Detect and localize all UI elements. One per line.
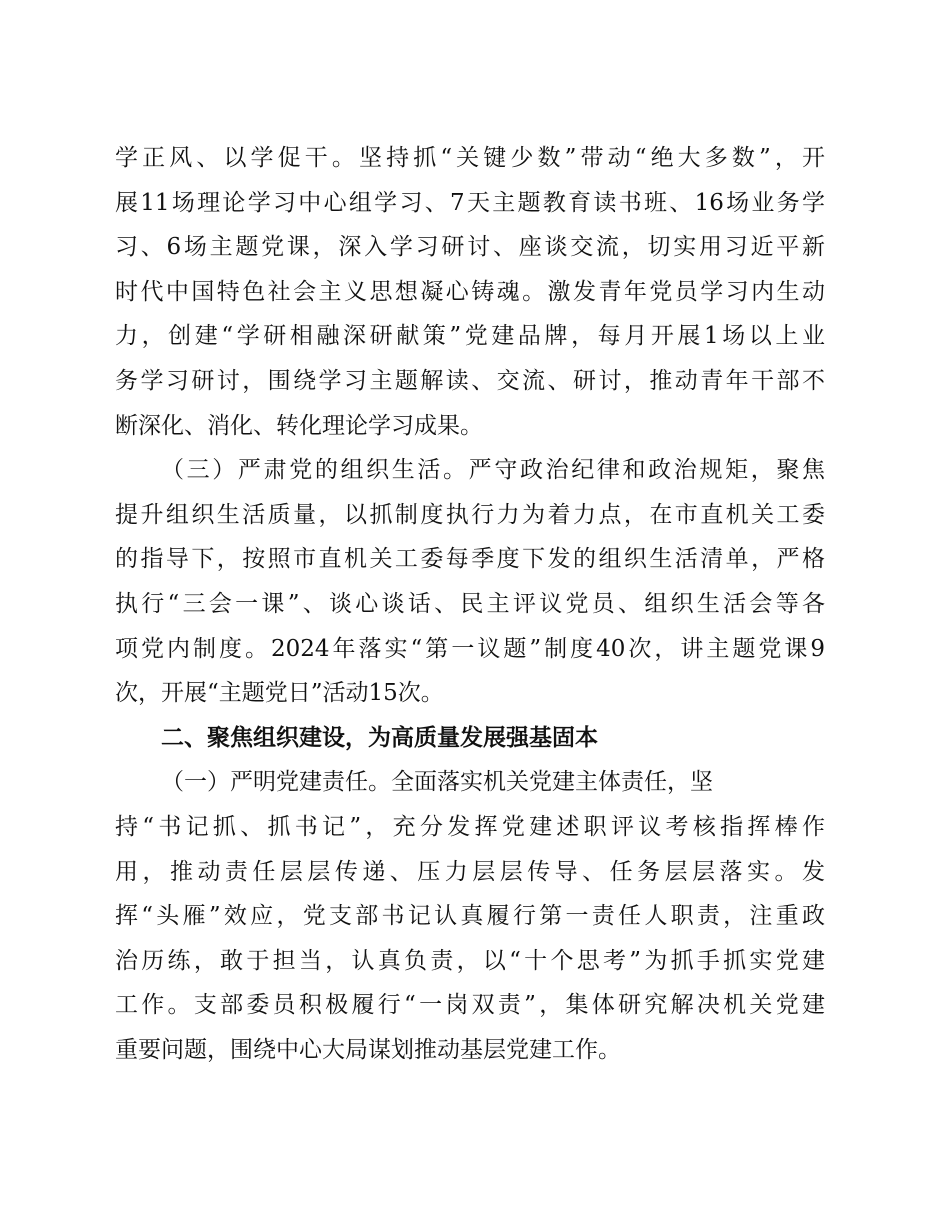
text-line: 次，开展“主题党日”活动15次。: [115, 680, 444, 707]
text-line: 展11场理论学习中心组学习、7天主题教育读书班、16场业务学: [115, 189, 825, 216]
text-line: 治历练，敢于担当，认真负责，以“十个思考”为抓手抓实党建: [115, 947, 825, 974]
text-line: 挥“头雁”效应，党支部书记认真履行第一责任人职责，注重政: [115, 903, 825, 930]
document-body: [115, 136, 825, 1072]
text-line: 提升组织生活质量，以抓制度执行力为着力点，在市直机关工委: [115, 501, 825, 528]
text-line: 务学习研讨，围绕学习主题解读、交流、研讨，推动青年干部不: [115, 367, 825, 394]
text-line: 项党内制度。2024年落实“第一议题”制度40次，讲主题党课9: [115, 635, 825, 662]
text-line: 力，创建“学研相融深研献策”党建品牌，每月开展1场以上业: [115, 323, 825, 350]
text-line: 的指导下，按照市直机关工委每季度下发的组织生活清单，严格: [115, 546, 825, 573]
text-line: 工作。支部委员积极履行“一岗双责”，集体研究解决机关党建: [115, 992, 825, 1019]
text-line: 时代中国特色社会主义思想凝心铸魂。激发青年党员学习内生动: [115, 278, 825, 305]
text-line: （三）严肃党的组织生活。严守政治纪律和政治规矩，聚焦: [161, 457, 825, 484]
paragraph-organizational-life: [115, 448, 825, 716]
paragraph-theory-study: [115, 136, 825, 448]
text-line: 用，推动责任层层传递、压力层层传导、任务层层落实。发: [115, 858, 825, 885]
text-line: 执行“三会一课”、谈心谈话、民主评议党员、组织生活会等各: [115, 590, 825, 617]
text-line: 重要问题，围绕中心大局谋划推动基层党建工作。: [115, 1036, 621, 1063]
text-line: 学正风、以学促干。坚持抓“关键少数”带动“绝大多数”，开: [115, 145, 825, 171]
paragraph-party-responsibility: [115, 760, 825, 1072]
text-line: 习、6场主题党课，深入学习研讨、座谈交流，切实用习近平新: [115, 234, 825, 261]
text-line: 持“书记抓、抓书记”，充分发挥党建述职评议考核指挥棒作: [115, 813, 825, 840]
section-heading: 二、聚焦组织建设，为高质量发展强基固本: [161, 724, 598, 751]
text-line: （一）严明党建责任。全面落实机关党建主体责任，坚: [161, 769, 713, 796]
text-line: 断深化、消化、转化理论学习成果。: [115, 412, 483, 439]
